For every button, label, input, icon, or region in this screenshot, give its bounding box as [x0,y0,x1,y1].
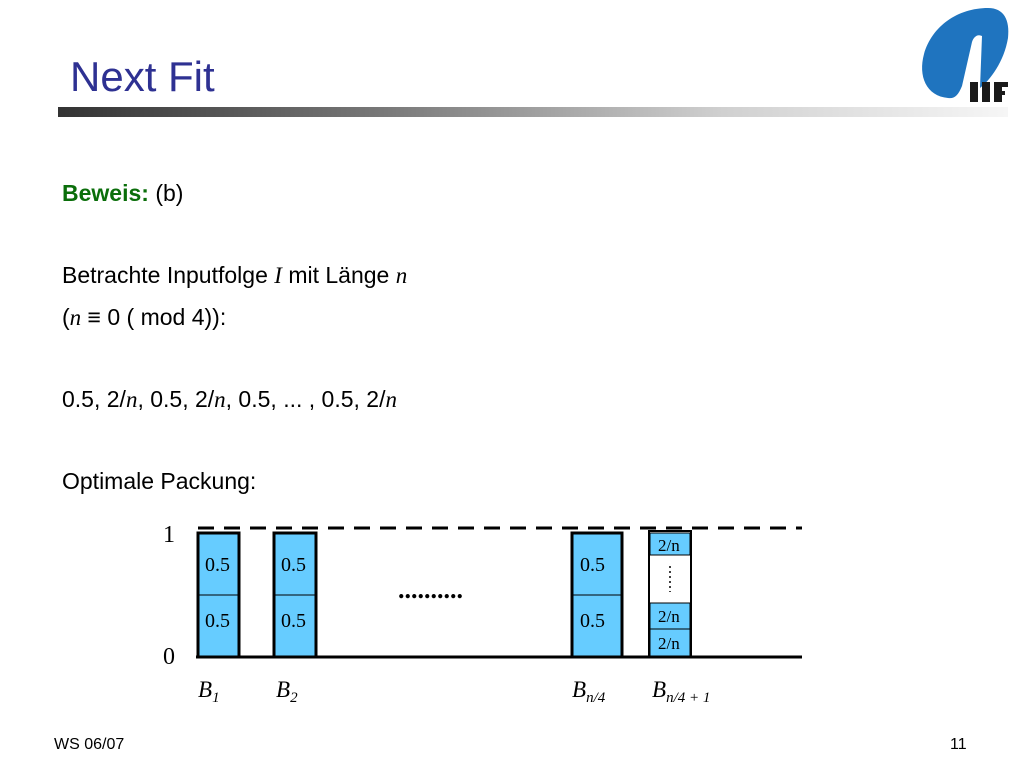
bin-b1-item-bottom: 0.5 [205,610,230,632]
footer-semester: WS 06/07 [54,736,125,753]
var-n: n [395,263,408,288]
label-bn4-plus-1: $B_{n/4 + 1}$ [652,677,711,706]
bin-b2-item-bottom: 0.5 [281,610,306,632]
bin-bn4-plus-1 [649,531,691,657]
bin-b2 [274,533,316,657]
bin-b1-item-top: 0.5 [205,554,230,576]
page-number: 11 [950,736,967,753]
mod-rest: ≡ 0 ( mod 4)): [81,304,227,330]
y-label-1: 1 [163,522,175,548]
last-bin-item-bottom: 2/n [658,634,680,653]
label-b2: $B_2$ [276,677,298,706]
proof-part: (b) [155,180,184,206]
bin-b2-item-top: 0.5 [281,554,306,576]
y-label-0: 0 [163,644,175,670]
optimal-packing-label: Optimale Packung: [62,468,257,494]
seq-n-1: n [125,387,138,412]
last-bin-item-mid: 2/n [658,607,680,626]
seq-n-3: n [385,387,397,412]
label-bn4: $B_{n/4}$ [572,677,606,706]
bin-b1 [198,533,239,657]
label-b1: $B_1$ [198,677,220,706]
proof-label: Beweis: [62,180,149,206]
var-I: I [274,263,282,288]
bin-bn4 [572,533,622,657]
line1-prefix: Betrachte Inputfolge [62,262,275,288]
bin-bn4-item-bottom: 0.5 [580,610,605,632]
last-bin-item-top: 2/n [658,536,680,555]
slide-title: Next Fit [70,53,215,100]
seq-n-2: n [214,387,226,412]
seq-part-1: 0.5, 2/ [62,386,126,412]
ellipsis-dots: .......... [398,575,463,604]
open-paren: ( [62,304,70,330]
seq-part-3: , 0.5, ... , 0.5, 2/ [225,386,386,412]
seq-part-2: , 0.5, 2/ [137,386,215,412]
line1-middle: mit Länge [281,262,396,288]
bin-bn4-item-top: 0.5 [580,554,605,576]
var-n: n [69,305,82,330]
